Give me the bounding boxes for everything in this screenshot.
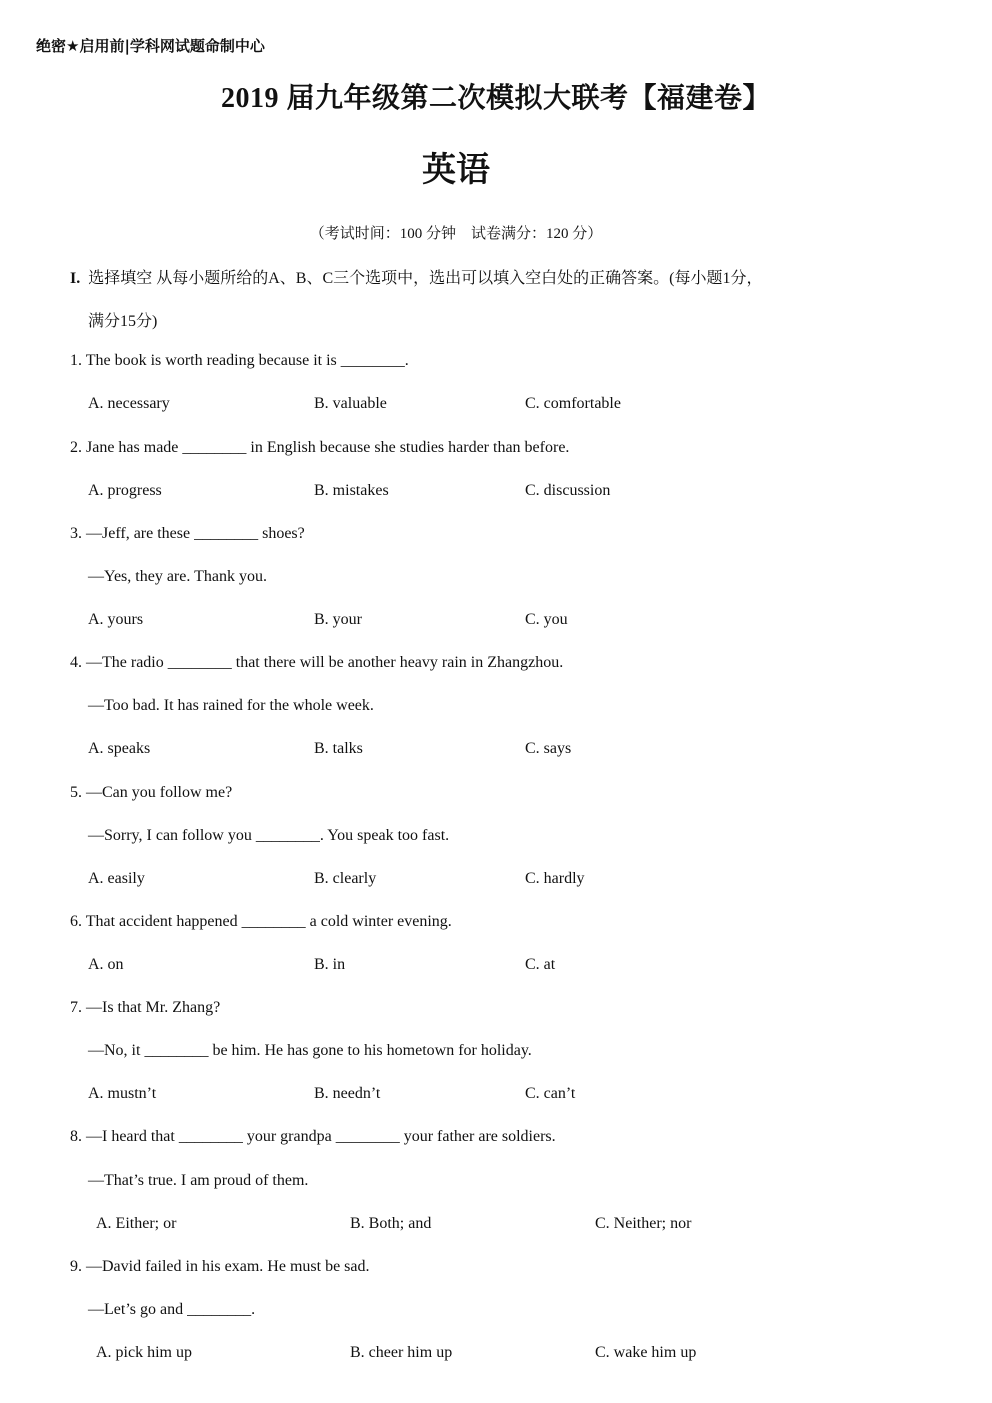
section-instruction [70,265,762,288]
question-6-option-c: C. at [525,956,556,973]
section-number: I. [70,270,81,287]
question-3-option-c: C. you [525,611,568,628]
question-9-option-c: C. wake him up [595,1344,697,1361]
question-5-reply: —Sorry, I can follow you ________. You speak too fast. [88,827,450,844]
question-2-option-c: C. discussion [525,482,611,499]
question-1-stem: 1. The book is worth reading because it is ________. [70,352,409,369]
question-3-option-b: B. your [314,611,362,628]
question-1-option-c: C. comfortable [525,395,621,412]
question-8-reply: —That’s true. I am proud of them. [88,1172,309,1189]
section-instruction-cont: 满分15分) [88,313,158,330]
exam-title: 2019 届九年级第二次模拟大联考【福建卷】 [220,83,771,114]
question-4-option-a: A. speaks [88,740,151,757]
question-9-reply: —Let’s go and ________. [88,1301,256,1318]
question-5-option-c: C. hardly [525,870,585,887]
question-1-option-a: A. necessary [88,395,170,412]
exam-info: （考试时间：100 分钟 试卷满分：120 分） [309,226,603,242]
question-7-stem: 7. —Is that Mr. Zhang? [70,999,221,1016]
question-7-reply: —No, it ________ be him. He has gone to his hometown for holiday. [88,1042,532,1059]
question-6-stem: 6. That accident happened ________ a cold winter evening. [70,913,452,930]
subject-title: 英语 [422,150,490,190]
question-8-option-c: C. Neither; nor [595,1215,692,1232]
question-2-option-a: A. progress [88,482,162,499]
question-9-option-b: B. cheer him up [350,1344,453,1361]
question-7-option-c: C. can’t [525,1085,576,1102]
question-4-option-c: C. says [525,740,572,757]
question-4-option-b: B. talks [314,740,363,757]
question-3-stem: 3. —Jeff, are these ________ shoes? [70,525,305,542]
question-6-option-a: A. on [88,956,124,973]
question-5-option-b: B. clearly [314,870,377,887]
question-9-option-a: A. pick him up [96,1344,192,1361]
question-7-option-a: A. mustn’t [88,1085,157,1102]
question-9-stem: 9. —David failed in his exam. He must be sad. [70,1258,370,1275]
question-8-option-b: B. Both; and [350,1215,432,1232]
confidential-note: 绝密★启用前|学科网试题命制中心 [36,37,265,55]
question-2-option-b: B. mistakes [314,482,389,499]
question-1-option-b: B. valuable [314,395,387,412]
question-6-option-b: B. in [314,956,346,973]
question-7-option-b: B. needn’t [314,1085,381,1102]
question-3-option-a: A. yours [88,611,144,628]
section-instruction-text: 选择填空 从每小题所给的A、B、C三个选项中，选出可以填入空白处的正确答案。(每小题1分， [88,270,763,287]
question-5-stem: 5. —Can you follow me? [70,784,233,801]
question-8-option-a: A. Either; or [96,1215,177,1232]
question-2-stem: 2. Jane has made ________ in English because she studies harder than before. [70,439,570,456]
question-4-reply: —Too bad. It has rained for the whole week. [88,697,374,714]
question-4-stem: 4. —The radio ________ that there will be another heavy rain in Zhangzhou. [70,654,564,671]
question-3-reply: —Yes, they are. Thank you. [88,568,267,585]
question-8-stem: 8. —I heard that ________ your grandpa ________ your father are soldiers. [70,1128,556,1145]
question-5-option-a: A. easily [88,870,145,887]
